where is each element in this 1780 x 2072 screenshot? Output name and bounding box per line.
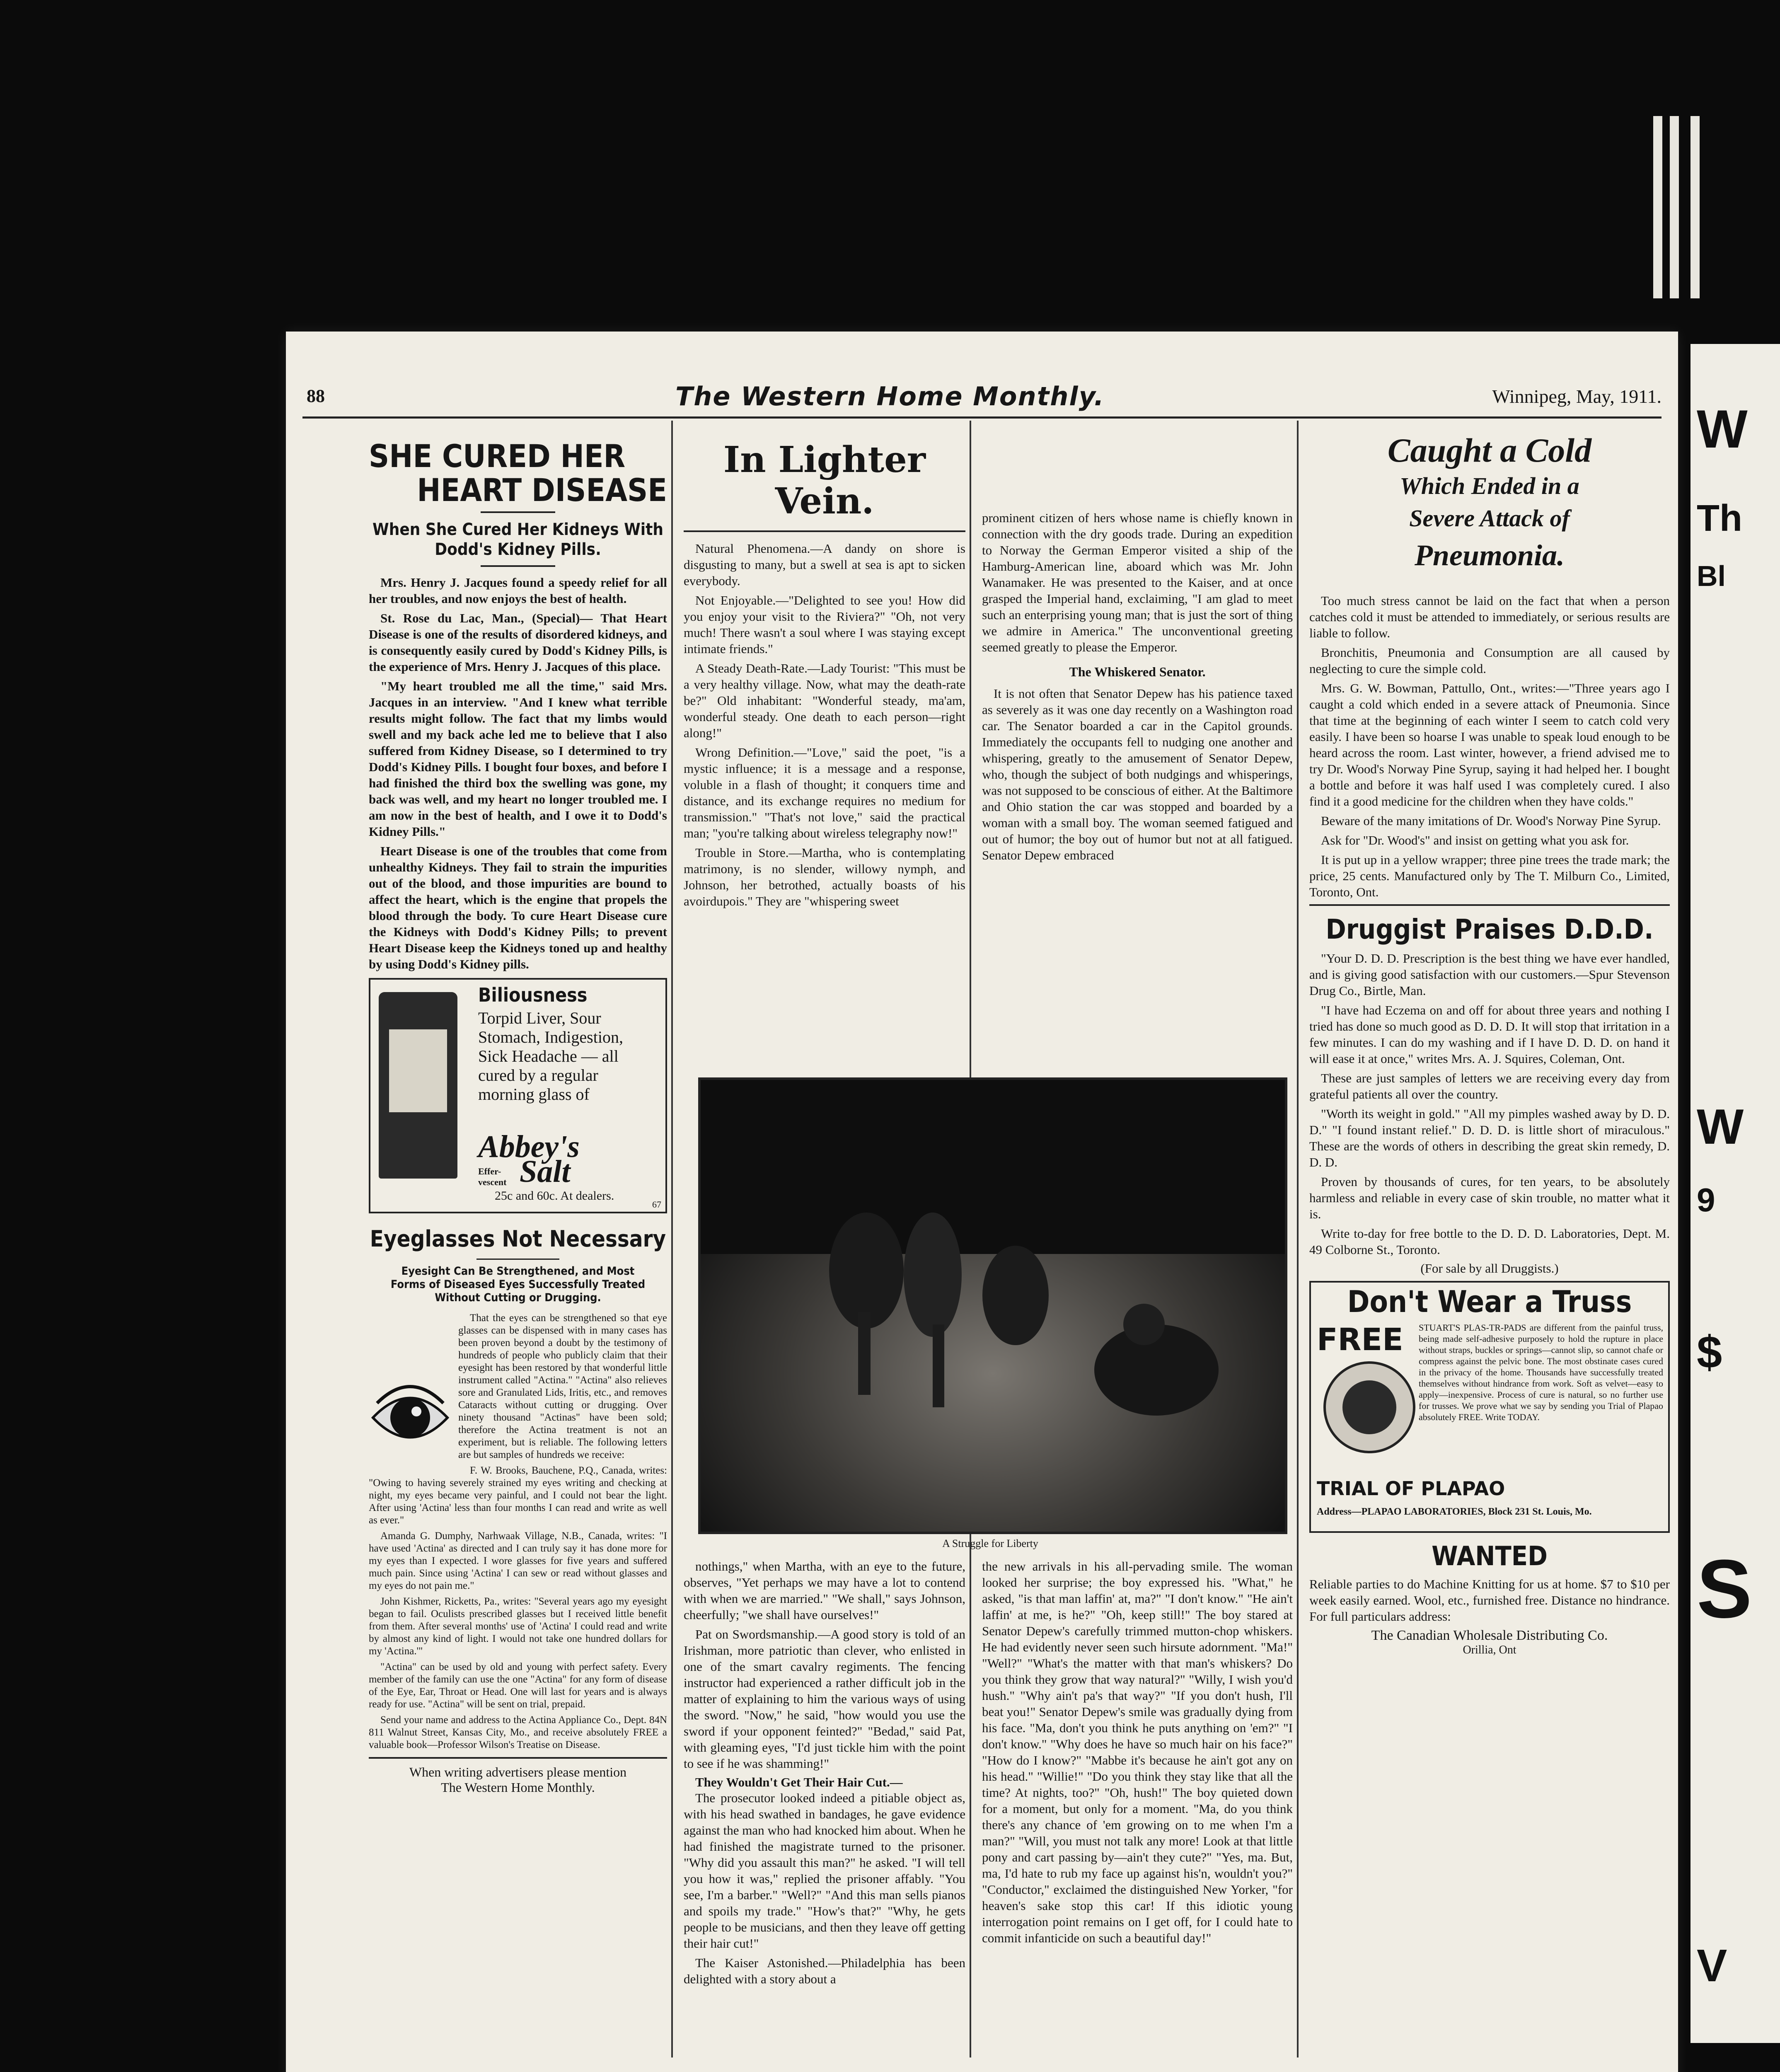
film-edge-bar — [1653, 116, 1662, 298]
divider — [481, 511, 555, 513]
ad-title: Which Ended in a — [1400, 472, 1579, 499]
ad-trial: TRIAL OF PLAPAO — [1317, 1477, 1505, 1500]
ad-body: STUART'S PLAS-TR-PADS are different from the painful truss, being made self-adhesive purposely to hold the rupture in place without straps, buckles or springs—cannot slip, so cannot chafe or compress against the pelvic bone. The most obstinate cases cured in the privacy of the home. Thousands have successfully treated themselves without hindrance from work. Soft as velvet—easy to apply—inexpensive. Process of cure is natural, so no further use for trusses. We prove what we say by sending you Trial of Plapao absolutely FREE. Write TODAY. — [1419, 1322, 1663, 1422]
paragraph: Beware of the many imitations of Dr. Wood's Norway Pine Syrup. — [1321, 813, 1661, 828]
strip-letter: W — [1697, 399, 1748, 459]
paragraph: John Kishmer, Ricketts, Pa., writes: "Several years ago my eyesight began to fail. Oculists prescribed glasses but I received little benefit from them. After several months' use of 'Actina' I could read and write by almost any kind of light. I would not take one hundred dollars for my 'Actina.'" — [369, 1596, 667, 1657]
column-2-lower — [684, 1558, 965, 1990]
paragraph: Too much stress cannot be laid on the fact that when a person catches cold it must be attended to immediately, or serious results are liable to follow. — [1309, 593, 1670, 640]
paragraph: "My heart troubled me all the time," said Mrs. Jacques in an interview. "And I knew what terrible results might follow. The fact that my limbs would swell and my back ache led me to believe that I also suffered from Kidney Disease, so I determined to try Dodd's Kidney Pills. I bought four boxes, and before I had finished the third box the swelling was gone, my back was well, and my heart no longer troubled me. I am now in the best of health, and I owe it to Dodd's Kidney Pills." — [369, 679, 667, 839]
article-subtitle: When She Cured Her Kidneys With Dodd's Kidney Pills. — [372, 520, 663, 559]
divider — [369, 1757, 667, 1759]
strip-letter: 9 — [1697, 1181, 1715, 1218]
paragraph: Ask for "Dr. Wood's" and insist on getting what you ask for. — [1321, 833, 1629, 847]
item-heading: They Wouldn't Get Their Hair Cut.— — [695, 1775, 903, 1789]
paragraph: F. W. Brooks, Bauchene, P.Q., Canada, writes: "Owing to having severely strained my eyes writing and checking at night, my eyes became very painful, and I could not bear the light. After using 'Actina' less than four months I can read and write as well as ever." — [369, 1465, 667, 1526]
item-heading: The Whiskered Senator. — [1069, 664, 1206, 679]
film-edge-bar — [1691, 116, 1700, 298]
paragraph: A Steady Death-Rate.—Lady Tourist: "This must be a very healthy village. Now, what may the death-rate be?" Old inhabitant: "Wonderful steady, ma'am, wonderful steady. One death to each person—right along!" — [684, 661, 965, 740]
photo-struggle-for-liberty — [698, 1077, 1287, 1534]
paragraph: Proven by thousands of cures, for ten years, to be absolutely harmless and reliable in every case of skin trouble, no matter what it is. — [1309, 1174, 1670, 1221]
strip-letter: Th — [1697, 498, 1742, 539]
column-3 — [982, 510, 1293, 867]
paragraph: The prosecutor looked indeed a pitiable object as, with his head swathed in bandages, he gave evidence against the man who had knocked him about. When he had finished the magistrate turned to the prisoner. "Why did you assault this man?" he asked. "I will tell you how it was," replied the prisoner affably. "You see, I'm a barber." "Well?" "And this man sells pianos and spoils my trade." "How's that?" "Why, he gets people to be musicians, and then they leave off getting their hair cut!" — [684, 1791, 965, 1951]
strip-letter: $ — [1697, 1327, 1722, 1378]
paragraph: "Actina" can be used by old and young with perfect safety. Every member of the family can use the one "Actina" for any form of disease of the Eye, Ear, Throat or Head. One will last for years and is always ready for use. "Actina" will be sent on trial, prepaid. — [369, 1661, 667, 1710]
ad-effervescent: Effer-vescent — [478, 1166, 507, 1187]
footer-note: When writing advertisers please mention — [409, 1765, 627, 1779]
dateline: Winnipeg, May, 1911. — [1492, 386, 1661, 407]
ad-title: WANTED — [1432, 1541, 1548, 1572]
ad-title: Pneumonia. — [1414, 539, 1565, 572]
paragraph: Pat on Swordsmanship.—A good story is told of an Irishman, more patriotic than clever, who enlisted in one of the smart cavalry regiments. The fencing instructor had experienced a rather difficult job in the matter of explaining to him the various ways of using the sword. "Now," he said, "how would you use the sword if your opponent feinted?" "Bedad," said Pat, with gleaming eyes, "I'd just tickle him with the point to see if he was shamming!" — [684, 1627, 965, 1771]
paragraph: Heart Disease is one of the troubles that come from unhealthy Kidneys. They fail to strain the impurities out of the blood, and those impurities are bound to affect the heart, which is the engine that propels the blood through the body. To cure Heart Disease cure the Kidneys with Dodd's Kidney Pills; to prevent Heart Disease keep the Kidneys toned up and healthy by using Dodd's Kidney pills. — [369, 844, 667, 971]
seal-icon — [1323, 1361, 1415, 1453]
section-title: In Lighter Vein. — [723, 439, 926, 522]
masthead: The Western Home Monthly. — [675, 381, 1105, 411]
ad-title: Severe Attack of — [1409, 505, 1570, 532]
paragraph: These are just samples of letters we are receiving every day from grateful patients all over the country. — [1309, 1071, 1670, 1101]
paragraph: Reliable parties to do Machine Knitting for us at home. $7 to $10 per week easily earned. Wool, etc., furnished free. Distance no hindrance. For full particulars address: — [1309, 1577, 1670, 1624]
strip-letter: S — [1697, 1543, 1752, 1635]
paragraph: Natural Phenomena.—A dandy on shore is disgusting to many, but a swell at sea is apt to sicken everybody. — [684, 541, 965, 588]
ad-heading: Biliousness — [478, 984, 588, 1006]
page-header — [302, 381, 1661, 419]
divider — [481, 565, 555, 567]
paragraph: the new arrivals in his all-pervading smile. The woman looked her surprise; the boy expressed his. "What," he asked, "is that man laffin' at, ma?" "I don't know." "He ain't laffin' at me, is he?" "Oh, keep still!" The boy stared at Senator Depew's carefully trimmed mutton-chop whiskers. He had evidently never seen such hirsute adornment. "Ma!" "Well?" "What's the matter with that man's whiskers? Do you think they grow that way natural?" "Willy, I wish you'd hush." "Why ain't pa's that way?" "If you don't hush, I'll beat you!" Senator Depew's smile was gradually dying from his face. "Ma, don't you think he puts anything on 'em?" "I don't know." "Why does he have so much hair on his face?" "How do I know?" "Mabbe it's because he ain't got any on his head." "Willie!" "Do you think they stay like that all the time? At nights, too?" "Oh, hush!" The boy quieted down for a moment, but only for a moment. "Ma, do you think there's any chance of 'em growing on to me when I'm a man?" "Will, you must not talk any more! Look at that little pony and cart passing by—ain't they cute?" "Yes, ma. But, ma, I'd hate to rub my face up against his'n, wouldn't you?" "Conductor," exclaimed the distinguished New Yorker, "for heaven's sake stop this car! If this idiotic young interrogation point remains on I get off, for I could hate to commit infanticide on such a beautiful day!" — [982, 1559, 1293, 1945]
ad-subheading: Eyesight Can Be Strengthened, and Most Forms of Diseased Eyes Successfully Treated Without Cutting or Drugging. — [390, 1265, 646, 1304]
paragraph: It is not often that Senator Depew has his patience taxed as severely as it was one day recently on a Washington road car. The Senator boarded a car in the Capitol grounds. Immediately the occupants fell to nudging one another and whispering, greatly to the amusement of Senator Depew, who, though the subject of both nudgings and whisperings, was not supposed to be conscious of either. At the Baltimore and Ohio station the car was stopped and boarded by a woman with a small boy. The woman seemed fatigued and out of humor; the boy out of humor but not at all fatigued. Senator Depew embraced — [982, 686, 1293, 862]
footer-note: The Western Home Monthly. — [441, 1780, 595, 1795]
column-2 — [684, 427, 965, 913]
ad-salt: Salt — [520, 1154, 571, 1189]
abbeys-salt-ad — [369, 978, 667, 1213]
photo-caption: A Struggle for Liberty — [942, 1537, 1038, 1549]
paragraph: That the eyes can be strengthened so that eye glasses can be dispensed with in many cases has been proven beyond a doubt by the testimony of hundreds of people who publicly claim that their eyesight has been restored by that wonderful little instrument called "Actina." "Actina" also relieves sore and Granulated Lids, Iritis, etc., and removes Cataracts without cutting or drugging. Over ninety thousand "Actinas" have been sold; therefore the Actina treatment is not an experiment, but is reliable. The following letters are but samples of hundreds we receive: — [458, 1312, 667, 1460]
divider — [1309, 904, 1670, 906]
paragraph: Trouble in Store.—Martha, who is contemplating matrimony, is no slender, willowy nymph, and Johnson, her betrothed, actually boasts of his avoirdupois." They are "whispering sweet — [684, 845, 965, 908]
column-rule — [671, 421, 673, 2057]
truss-ad — [1309, 1281, 1670, 1533]
divider — [684, 530, 965, 532]
paragraph: "Worth its weight in gold." "All my pimples washed away by D. D. D." "I found instant relief." D. D. D. is little short of miraculous." These are the words of others in describing the great skin remedy, D. D. D. — [1309, 1106, 1670, 1169]
bottle-image — [379, 992, 457, 1179]
paragraph: "I have had Eczema on and off for about three years and nothing I tried has done so much good as D. D. D. It will stop that irritation in a few minutes. I can do my washing and if I have D. D. D. on hand it will ease it at once," writes Mrs. A. J. Squires, Coleman, Ont. — [1309, 1003, 1670, 1066]
paragraph: Mrs. G. W. Bowman, Pattullo, Ont., writes:—"Three years ago I caught a cold which ended in a severe attack of Pneumonia. Since that time at the beginning of each winter I seem to catch cold very easily. I have been so hoarse I was unable to speak loud enough to be heard across the room. Last winter, however, a friend advised me to try Dr. Wood's Norway Pine Syrup, saying it had helped her. I bought a bottle and before it was half used I was completely cured. I also find it a good medicine for the children when they have colds." — [1309, 681, 1670, 808]
ad-company: The Canadian Wholesale Distributing Co. — [1371, 1628, 1608, 1643]
strip-letter: Bl — [1697, 560, 1726, 592]
paragraph: (For sale by all Druggists.) — [1420, 1261, 1559, 1276]
seal-center — [1342, 1380, 1396, 1434]
film-edge-bar — [1670, 116, 1679, 298]
ad-title: Druggist Praises D.D.D. — [1325, 913, 1654, 945]
paragraph: St. Rose du Lac, Man., (Special)— That Heart Disease is one of the results of disordered kidneys, and is consequently easily cured by Dodd's Kidney Pills, is the experience of Mrs. Henry J. Jacques of this place. — [369, 611, 667, 674]
column-1 — [369, 427, 667, 1795]
header-rule — [302, 416, 1661, 419]
strip-letter: V — [1697, 1940, 1727, 1991]
paragraph: Send your name and address to the Actina Appliance Co., Dept. 84N 811 Walnut Street, Kansas City, Mo., and receive absolutely FREE a valuable book—Professor Wilson's Treatise on Disease. — [369, 1714, 667, 1750]
ad-number: 67 — [652, 1199, 661, 1210]
ad-address: Address—PLAPAO LABORATORIES, Block 231 St. Louis, Mo. — [1317, 1506, 1592, 1517]
paragraph: The Kaiser Astonished.—Philadelphia has been delighted with a story about a — [684, 1956, 965, 1986]
column-4 — [1309, 427, 1670, 1657]
ad-heading: Eyeglasses Not Necessary — [370, 1226, 666, 1252]
photo-image — [701, 1080, 1285, 1532]
paragraph: Not Enjoyable.—"Delighted to see you! How did you enjoy your visit to the Riviera?" "Oh, not very much! There wasn't a soul where I was staying except intimate friends." — [684, 593, 965, 656]
ad-title: Don't Wear a Truss — [1347, 1284, 1632, 1319]
paragraph: Wrong Definition.—"Love," said the poet, "is a mystic influence; it is a message and a response, voluble in a flash of thought; it conquers time and distance, and its exchange requires no medium for transmission." "That's not love," said the practical man; "you're talking about wireless telegraphy now!" — [684, 745, 965, 840]
paragraph: "Your D. D. D. Prescription is the best thing we have ever handled, and is giving good satisfaction with our customers.—Spur Stevenson Drug Co., Birtle, Man. — [1309, 951, 1670, 998]
paragraph: Bronchitis, Pneumonia and Consumption are all caused by neglecting to cure the simple cold. — [1309, 645, 1670, 676]
lead-paragraph: Mrs. Henry J. Jacques found a speedy relief for all her troubles, and now enjoys the best of health. — [369, 575, 667, 606]
paragraph: It is put up in a yellow wrapper; three pine trees the trade mark; the price, 25 cents. Manufactured only by The T. Milburn Co., Limited, Toronto, Ont. — [1309, 852, 1670, 899]
column-3-lower — [982, 1558, 1293, 1949]
ad-free: FREE — [1317, 1322, 1403, 1358]
paragraph: nothings," when Martha, with an eye to the future, observes, "Yet perhaps we may have a lot to contend with when we are married." "We shall," says Johnson, cheerfully; "we shall have ourselves!" — [684, 1559, 965, 1622]
page-number: 88 — [307, 386, 325, 406]
strip-letter: W — [1697, 1099, 1744, 1155]
ad-price: 25c and 60c. At dealers. — [495, 1189, 614, 1203]
ad-city: Orillia, Ont — [1463, 1644, 1516, 1656]
actina-ad-body — [369, 1312, 667, 1751]
ad-title: Caught a Cold — [1387, 431, 1592, 469]
paragraph: prominent citizen of hers whose name is chiefly known in connection with the dry goods trade. During an expedition to Norway the German Emperor visited a ship of the Hamburg-American line, aboard which was Mr. John Wanamaker. He was presented to the Kaiser, and at once grasped the Imperial hand, exclaiming, "I am glad to meet such an enterprising young man; that is just the sort of thing we admire in America." The unconventional greeting seemed greatly to please the Emperor. — [982, 511, 1293, 654]
bottle-label — [389, 1029, 447, 1112]
newspaper-page — [286, 332, 1678, 2072]
eye-illustration — [369, 1370, 452, 1465]
column-rule — [1297, 421, 1299, 2057]
divider — [476, 1259, 559, 1260]
paragraph: Amanda G. Dumphy, Narhwaak Village, N.B., Canada, writes: "I have used 'Actina' as directed and I can truly say it has done more for my eyes than I expected. I wore glasses for five years and suffered much pain. Since using 'Actina' I can sew or read without glasses and my eyes do not pain me." — [369, 1530, 667, 1591]
ad-body: Torpid Liver, Sour Stomach, Indigestion, Sick Headache — all cured by a regular morning glass of — [478, 1009, 623, 1104]
article-title: HEART DISEASE — [417, 472, 667, 508]
eye-icon — [369, 1370, 452, 1465]
ad-brand: Abbey's — [478, 1129, 580, 1164]
article-title: SHE CURED HER — [369, 438, 626, 474]
paragraph: Write to-day for free bottle to the D. D. D. Laboratories, Dept. M. 49 Colborne St., Toronto. — [1309, 1226, 1670, 1257]
